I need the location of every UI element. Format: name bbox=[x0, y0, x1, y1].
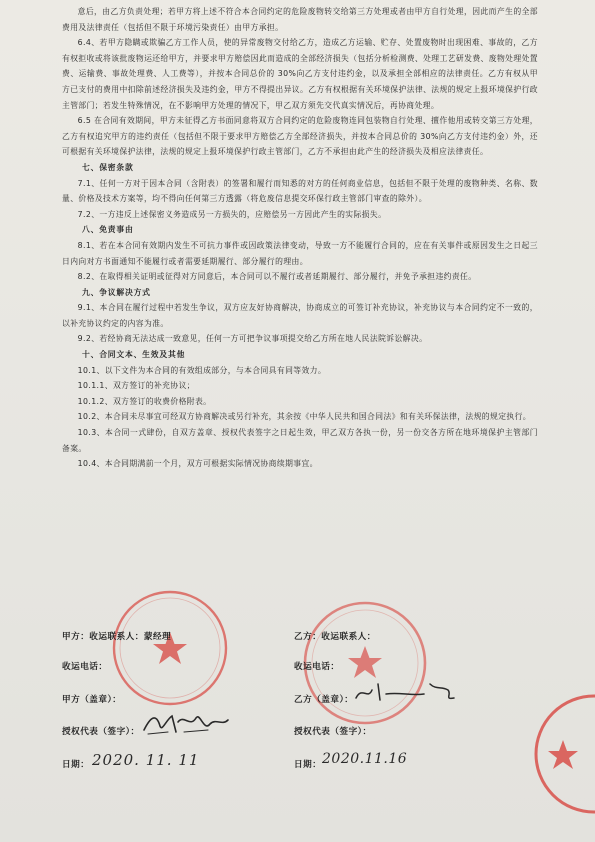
contract-clause: 8.1、若在本合同有效期内发生不可抗力事件或因政策法律变动，导致一方不能履行合同的，应在有关事件或原因发生之日起三日内向对方书面通知不能履行或者需要延期履行、部分履行的理由。 bbox=[62, 240, 538, 266]
contract-clause: 10.1.2、双方签订的收费价格附表。 bbox=[77, 396, 212, 406]
party-b-seal-label: 乙方（盖章）： bbox=[294, 695, 354, 705]
contract-clause: 10.3、本合同一式肆份，自双方盖章、授权代表签字之日起生效，甲乙双方各执一份，另一份交各方所在地环境保护主管部门备案。 bbox=[62, 428, 538, 453]
section-heading: 七、保密条款 bbox=[82, 162, 134, 172]
contract-clause: 10.4、本合同期满前一个月，双方可根据实际情况协商续期事宜。 bbox=[77, 459, 318, 469]
contract-clause: 8.2、在取得相关证明或征得对方同意后，本合同可以不履行或者延期履行、部分履行，并免予承担违约责任。 bbox=[77, 272, 477, 282]
contract-clause: 7.2、一方违反上述保密义务造成另一方损失的，应赔偿另一方因此产生的实际损失。 bbox=[77, 209, 387, 219]
party-a-rep-label: 授权代表（签字）： bbox=[62, 727, 140, 737]
party-a-contact: 甲方：收运联系人：蒙经理 bbox=[62, 632, 172, 642]
party-b-date-label: 日期： bbox=[294, 760, 322, 770]
contract-body bbox=[62, 4, 538, 472]
section-heading: 八、免责事由 bbox=[82, 225, 134, 235]
edge-seal bbox=[528, 688, 595, 818]
contract-clause: 6.4、若甲方隐瞒或欺骗乙方工作人员，使的异常废物交付给乙方，造成乙方运输、贮存、处置废物时出现困难、事故的，乙方有权拒收或将该批废物运还给甲方，并要求甲方赔偿因此而造成的全部经济损失（包括分析检测费、处理工艺研发费、废物处理处置费、运输费、事故处理费、人工费等），并按本合同总价的 30%向乙方支付违约金，以及承担全部相应的法律责任。乙方有权从甲方已支付的费用中扣除前述经济损失及违约金，甲方不得提出异议。乙方有权根据有关环境保护法律、法规的规定上报环境保护行政主管部门；若发生特殊情况，在不影响甲方处理的情况下，甲乙双方须先交代真实情况后，再协商处理。 bbox=[62, 38, 538, 110]
party-b-phone: 收运电话： bbox=[294, 662, 340, 672]
section-heading: 十、合同文本、生效及其他 bbox=[82, 350, 186, 360]
party-a-phone: 收运电话： bbox=[62, 662, 108, 672]
section-heading: 九、争议解决方式 bbox=[82, 287, 151, 297]
party-b-date-handwritten: 2020.11.16 bbox=[322, 751, 408, 767]
contract-clause: 10.1.1、双方签订的补充协议； bbox=[77, 381, 195, 391]
party-a-date-handwritten: 2020. 11. 11 bbox=[92, 751, 200, 769]
contract-clause: 9.2、若经协商无法达成一致意见，任何一方可把争议事项提交给乙方所在地人民法院诉讼解决。 bbox=[77, 334, 428, 344]
contract-clause: 6.5 在合同有效期间，甲方未征得乙方书面同意将双方合同约定的危险废物连同包装物自行处理、擅作他用或转交第三方处理，乙方有权追究甲方的违约责任（包括但不限于要求甲方赔偿乙方全部经济损失，并按本合同总价的 30%向乙方支付违约金）外，还可根据有关环境保护法律，法规的规定上报环境保护行政主管部门，乙方不承担由此产生的经济损失及相应法律责任。 bbox=[62, 116, 538, 157]
party-a-seal bbox=[110, 588, 230, 708]
contract-clause: 10.2、本合同未尽事宜可经双方协商解决或另行补充，其余按《中华人民共和国合同法》和有关环保法律，法规的规定执行。 bbox=[77, 412, 531, 422]
party-a-date-label: 日期： bbox=[62, 760, 90, 770]
party-a-seal-label: 甲方（盖章）： bbox=[62, 695, 122, 705]
contract-clause: 7.1、任何一方对于因本合同（含附表）的签署和履行而知悉的对方的任何商业信息，包括但不限于处理的废物种类、名称、数量、价格及技术方案等，均不得向任何第三方透露（将危废信息提交环保行政主管部门审查的除外）。 bbox=[62, 178, 538, 204]
party-b-rep-label: 授权代表（签字）： bbox=[294, 727, 372, 737]
contract-clause: 10.1、以下文件为本合同的有效组成部分，与本合同具有同等效力。 bbox=[77, 365, 327, 375]
party-b-contact: 乙方：收运联系人： bbox=[294, 632, 376, 642]
contract-clause: 意后，由乙方负责处理；若甲方将上述不符合本合同约定的危险废物转交给第三方处理或者由甲方自行处理，因此而产生的全部费用及法律责任（包括但不限于环境污染责任）由甲方承担。 bbox=[62, 7, 538, 32]
party-b-signature bbox=[352, 676, 462, 708]
contract-clause: 9.1、本合同在履行过程中若发生争议，双方应友好协商解决，协商成立的可签订补充协议，补充协议与本合同约定不一致的，以补充协议约定的内容为准。 bbox=[62, 303, 538, 328]
party-a-signature bbox=[138, 702, 233, 742]
